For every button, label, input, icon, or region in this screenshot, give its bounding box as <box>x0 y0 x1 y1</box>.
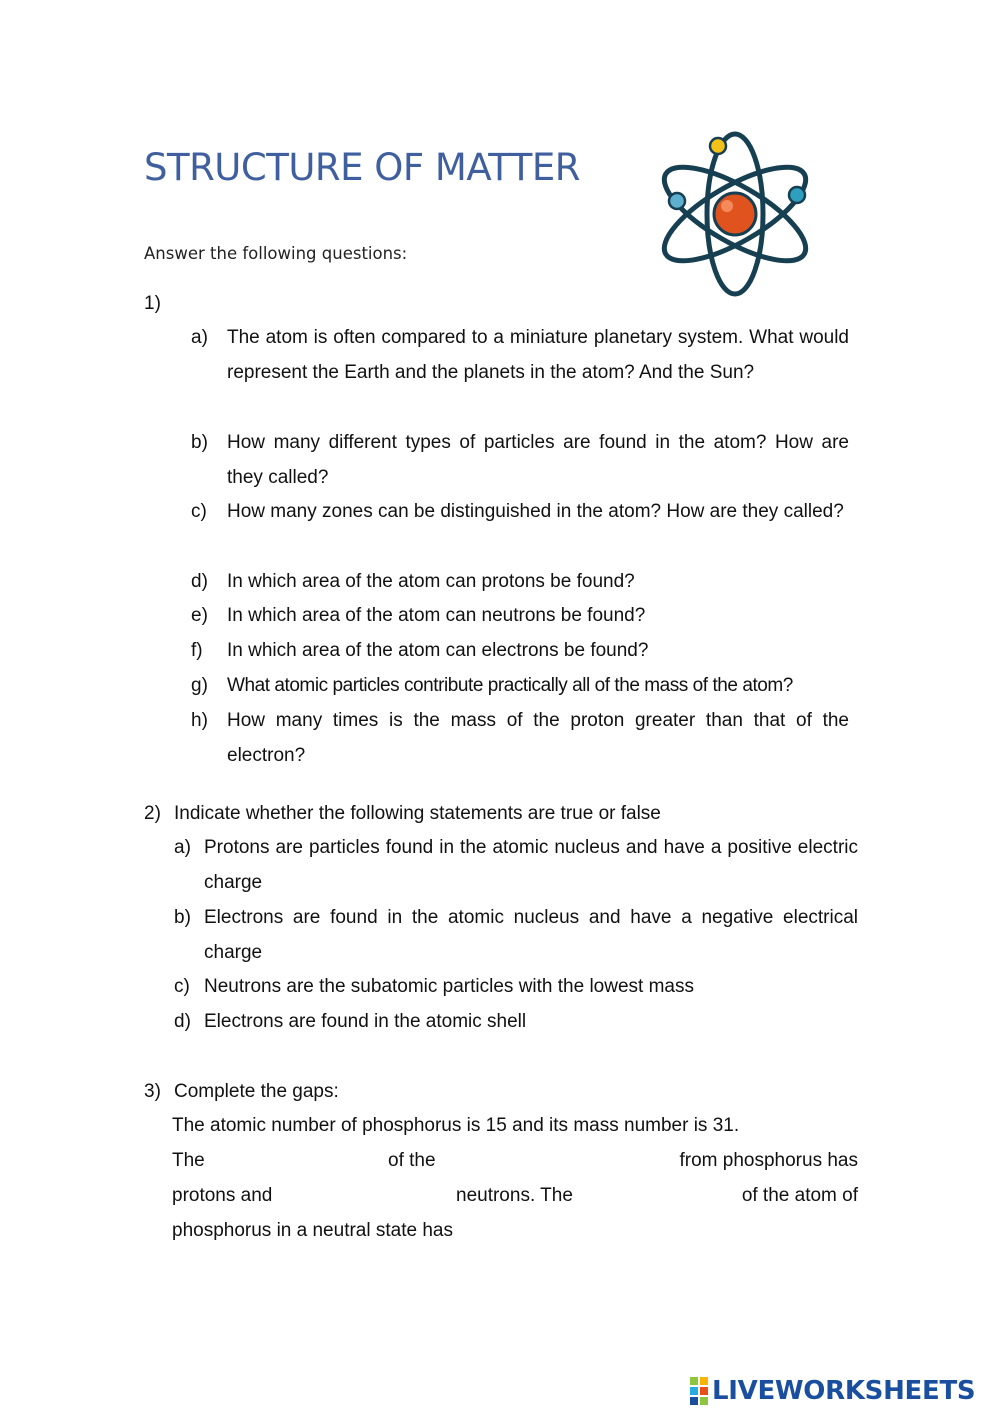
item-text: Electrons are found in the atomic shell <box>204 1011 527 1032</box>
item-label: d) <box>174 1011 191 1032</box>
item-label: c) <box>191 501 207 522</box>
item-label: e) <box>191 605 208 626</box>
question-2-heading: Indicate whether the following statements are true or false <box>174 803 661 824</box>
gap-text: neutrons. The <box>456 1185 573 1206</box>
item-text: Electrons are found in the atomic nucleus and have a negative electrical charge <box>204 907 858 963</box>
item-text: How many zones can be distinguished in the atom? How are they called? <box>227 501 844 522</box>
question-3-statement: The atomic number of phosphorus is 15 and its mass number is 31. <box>172 1115 740 1136</box>
question-1f <box>191 633 849 668</box>
item-label: c) <box>174 976 190 997</box>
gap-line-1 <box>172 1143 858 1178</box>
question-1-number: 1) <box>144 293 161 314</box>
question-1c <box>191 494 849 529</box>
item-text: What atomic particles contribute practically all of the mass of the atom? <box>227 675 793 696</box>
question-2-number: 2) <box>144 803 161 824</box>
liveworksheets-logo <box>690 1374 975 1408</box>
gap-text: of the <box>388 1150 436 1171</box>
question-1b <box>191 425 849 495</box>
question-1d <box>191 564 849 599</box>
instructions: Answer the following questions: <box>144 244 408 263</box>
statement-2c <box>174 969 858 1004</box>
item-text: Neutrons are the subatomic particles with the lowest mass <box>204 976 694 997</box>
item-text: The atom is often compared to a miniature planetary system. What would represent the Earth and the planets in the atom? And the Sun? <box>227 327 849 383</box>
gap-line-2 <box>172 1178 858 1213</box>
statement-2d <box>174 1004 858 1039</box>
item-text: In which area of the atom can neutrons be found? <box>227 605 646 626</box>
question-1a <box>191 320 849 390</box>
item-text: Protons are particles found in the atomic nucleus and have a positive electric charge <box>204 837 858 893</box>
item-label: a) <box>174 837 191 858</box>
question-3-heading: Complete the gaps: <box>174 1081 339 1102</box>
gap-text: protons and <box>172 1185 273 1206</box>
item-label: f) <box>191 640 203 661</box>
question-1h <box>191 703 849 773</box>
gap-line-3: phosphorus in a neutral state has <box>172 1220 453 1241</box>
page-title: STRUCTURE OF MATTER <box>144 146 580 189</box>
item-label: b) <box>174 907 191 928</box>
gap-text: The <box>172 1150 205 1171</box>
liveworksheets-logo-icon <box>690 1377 708 1405</box>
item-text: How many different types of particles are found in the atom? How are they called? <box>227 432 849 488</box>
question-1e <box>191 598 849 633</box>
item-text: How many times is the mass of the proton greater than that of the electron? <box>227 710 849 766</box>
item-label: a) <box>191 327 208 348</box>
statement-2b <box>174 900 858 970</box>
gap-text: of the atom of <box>741 1185 858 1206</box>
item-label: g) <box>191 675 208 696</box>
item-text: In which area of the atom can electrons be found? <box>227 640 649 661</box>
question-1g <box>191 668 855 703</box>
item-label: h) <box>191 710 208 731</box>
item-label: d) <box>191 571 208 592</box>
item-text: In which area of the atom can protons be found? <box>227 571 635 592</box>
atom-icon <box>655 128 815 300</box>
logo-text: LIVEWORKSHEETS <box>712 1376 976 1406</box>
statement-2a <box>174 830 858 900</box>
question-3-number: 3) <box>144 1081 161 1102</box>
gap-text: from phosphorus has <box>679 1150 858 1171</box>
item-label: b) <box>191 432 208 453</box>
